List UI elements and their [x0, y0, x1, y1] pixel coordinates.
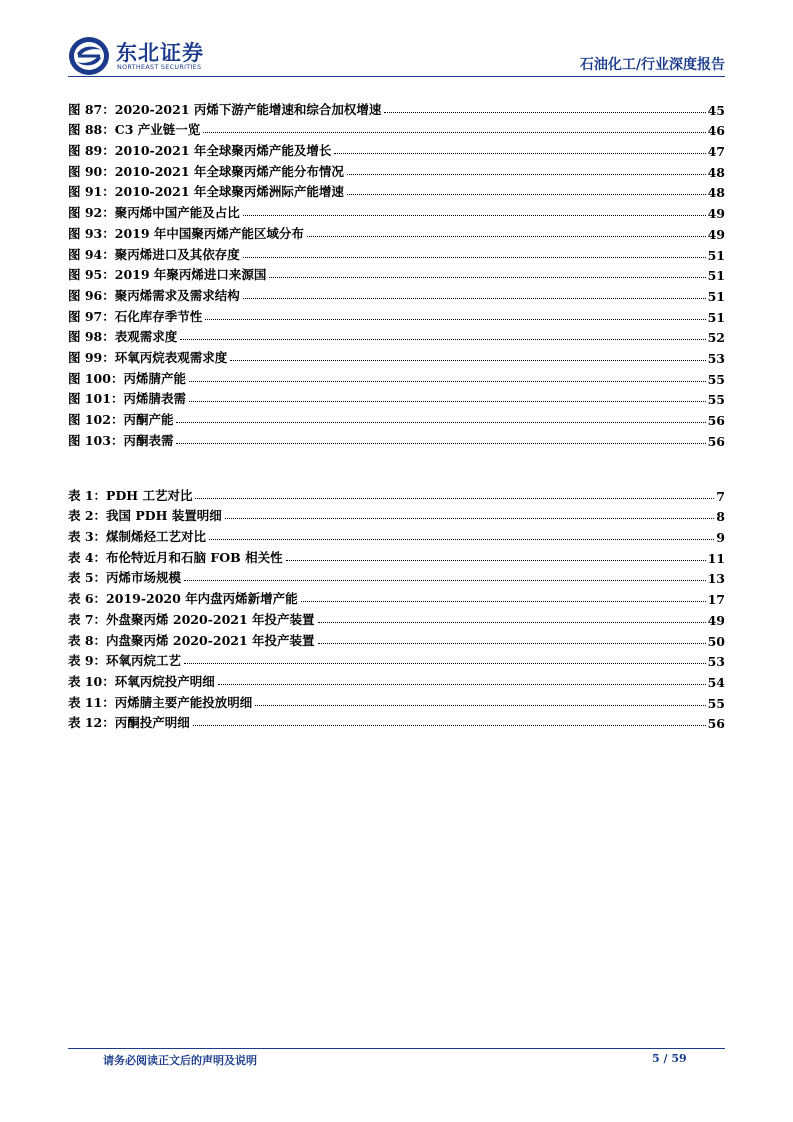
- dot-leader: [209, 539, 714, 540]
- company-logo: [68, 36, 238, 76]
- table-entry-page: 55: [707, 695, 725, 711]
- figure-entry-page: 49: [707, 206, 725, 222]
- dot-leader: [243, 257, 706, 258]
- figure-entry-label: 图 94：聚丙烯进口及其依存度: [68, 246, 240, 262]
- figure-entry-page: 52: [707, 330, 725, 346]
- table-entry[interactable]: [68, 524, 725, 545]
- dot-leader: [255, 705, 705, 706]
- logo-chinese-name: 东北证券: [116, 41, 204, 65]
- dot-leader: [218, 684, 706, 685]
- footer-disclaimer: 请务必阅读正文后的声明及说明: [103, 1054, 257, 1067]
- dot-leader: [286, 560, 706, 561]
- figure-entry[interactable]: [68, 283, 725, 304]
- table-entry-page: 50: [707, 633, 725, 649]
- figure-entry[interactable]: [68, 325, 725, 346]
- figure-entry[interactable]: [68, 200, 725, 221]
- figure-entry-label: 图 99：环氧丙烷表观需求度: [68, 349, 228, 365]
- table-entry-label: 表 12：丙酮投产明细: [68, 715, 190, 731]
- figure-entry[interactable]: [68, 407, 725, 428]
- dot-leader: [307, 236, 706, 237]
- logo-mark-icon: [68, 36, 110, 76]
- page-number: 5 / 59: [652, 1052, 687, 1065]
- dot-leader: [225, 518, 714, 519]
- figure-entry-page: 51: [707, 268, 725, 284]
- figure-entry-page: 53: [707, 350, 725, 366]
- table-entry-label: 表 10：环氧丙烷投产明细: [68, 673, 215, 689]
- figure-entry[interactable]: [68, 97, 725, 118]
- figure-entry[interactable]: [68, 263, 725, 284]
- figure-entry[interactable]: [68, 221, 725, 242]
- dot-leader: [243, 215, 706, 216]
- table-entry[interactable]: [68, 566, 725, 587]
- report-category-title: 石油化工/行业深度报告: [579, 57, 725, 73]
- figure-entry-label: 图 96：聚丙烯需求及需求结构: [68, 287, 240, 303]
- table-entry-label: 表 6：2019-2020 年内盘丙烯新增产能: [68, 591, 298, 607]
- figure-entry[interactable]: [68, 387, 725, 408]
- table-entry-page: 13: [707, 571, 725, 587]
- figure-list: [68, 97, 725, 449]
- table-entry-label: 表 2：我国 PDH 装置明细: [68, 508, 222, 524]
- table-entry-page: 54: [707, 674, 725, 690]
- footer-divider: [68, 1048, 725, 1049]
- figure-entry-label: 图 100：丙烯腈产能: [68, 370, 186, 386]
- figure-entry-page: 46: [707, 123, 725, 139]
- dot-leader: [243, 298, 706, 299]
- table-entry[interactable]: [68, 483, 725, 504]
- figure-entry[interactable]: [68, 159, 725, 180]
- table-entry[interactable]: [68, 586, 725, 607]
- dot-leader: [334, 153, 705, 154]
- dot-leader: [318, 643, 706, 644]
- figure-entry-page: 45: [707, 102, 725, 118]
- figure-entry[interactable]: [68, 345, 725, 366]
- header-divider: [68, 76, 725, 77]
- table-entry-label: 表 11：丙烯腈主要产能投放明细: [68, 694, 253, 710]
- figure-entry[interactable]: [68, 428, 725, 449]
- table-entry[interactable]: [68, 607, 725, 628]
- figure-entry[interactable]: [68, 366, 725, 387]
- table-entry-page: 8: [716, 509, 725, 525]
- figure-entry-label: 图 103：丙酮表需: [68, 432, 174, 448]
- dot-leader: [347, 194, 706, 195]
- figure-entry-page: 56: [707, 433, 725, 449]
- table-entry-label: 表 5：丙烯市场规模: [68, 570, 182, 586]
- figure-entry-page: 47: [707, 144, 725, 160]
- dot-leader: [301, 601, 706, 602]
- dot-leader: [184, 580, 706, 581]
- figure-entry-label: 图 93：2019 年中国聚丙烯产能区域分布: [68, 225, 304, 241]
- dot-leader: [189, 401, 706, 402]
- dot-leader: [269, 277, 705, 278]
- page-header: [0, 0, 793, 90]
- table-entry[interactable]: [68, 649, 725, 670]
- table-entry[interactable]: [68, 669, 725, 690]
- figure-entry-page: 51: [707, 309, 725, 325]
- table-entry-label: 表 8：内盘聚丙烯 2020-2021 年投产装置: [68, 632, 315, 648]
- table-entry[interactable]: [68, 545, 725, 566]
- dot-leader: [230, 360, 705, 361]
- table-entry[interactable]: [68, 628, 725, 649]
- figure-entry-label: 图 95：2019 年聚丙烯进口来源国: [68, 267, 267, 283]
- figure-entry-label: 图 98：表观需求度: [68, 329, 178, 345]
- table-entry-page: 9: [716, 530, 725, 546]
- table-entry-page: 56: [707, 716, 725, 732]
- figure-entry-label: 图 89：2010-2021 年全球聚丙烯产能及增长: [68, 143, 332, 159]
- dot-leader: [176, 422, 705, 423]
- table-list: [68, 483, 725, 731]
- figure-entry-page: 55: [707, 371, 725, 387]
- figure-entry[interactable]: [68, 138, 725, 159]
- table-entry-page: 17: [707, 592, 725, 608]
- figure-entry[interactable]: [68, 242, 725, 263]
- table-entry[interactable]: [68, 690, 725, 711]
- figure-entry-page: 51: [707, 247, 725, 263]
- table-entry-page: 7: [716, 488, 725, 504]
- table-entry-page: 11: [707, 550, 725, 566]
- table-entry-label: 表 4：布伦特近月和石脑 FOB 相关性: [68, 549, 283, 565]
- table-entry[interactable]: [68, 504, 725, 525]
- figure-entry-label: 图 102：丙酮产能: [68, 412, 174, 427]
- dot-leader: [184, 663, 706, 664]
- figure-entry-label: 图 90：2010-2021 年全球聚丙烯产能分布情况: [68, 163, 344, 179]
- dot-leader: [189, 381, 706, 382]
- figure-entry-page: 48: [707, 164, 725, 180]
- table-entry[interactable]: [68, 711, 725, 732]
- table-entry-label: 表 9：环氧丙烷工艺: [68, 653, 182, 669]
- figure-entry-label: 图 91：2010-2021 年全球聚丙烯洲际产能增速: [68, 184, 344, 200]
- table-entry-label: 表 7：外盘聚丙烯 2020-2021 年投产装置: [68, 611, 315, 627]
- figure-entry[interactable]: [68, 180, 725, 201]
- figure-entry-label: 图 97：石化库存季节性: [68, 308, 203, 324]
- figure-entry[interactable]: [68, 304, 725, 325]
- figure-entry-label: 图 101：丙烯腈表需: [68, 391, 186, 407]
- dot-leader: [193, 725, 706, 726]
- figure-entry-label: 图 88：C3 产业链一览: [68, 122, 201, 138]
- table-entry-label: 表 1：PDH 工艺对比: [68, 487, 193, 503]
- dot-leader: [203, 132, 705, 133]
- figure-entry-label: 图 87：2020-2021 丙烯下游产能增速和综合加权增速: [68, 101, 382, 117]
- dot-leader: [347, 174, 706, 175]
- figure-entry-page: 49: [707, 226, 725, 242]
- figure-entry-label: 图 92：聚丙烯中国产能及占比: [68, 205, 240, 221]
- table-entry-page: 53: [707, 654, 725, 670]
- figure-entry-page: 51: [707, 288, 725, 304]
- dot-leader: [180, 339, 705, 340]
- figure-entry-page: 56: [707, 413, 725, 428]
- figure-entry-page: 48: [707, 185, 725, 201]
- dot-leader: [195, 498, 714, 499]
- figure-entry[interactable]: [68, 118, 725, 139]
- dot-leader: [384, 112, 705, 113]
- dot-leader: [205, 319, 705, 320]
- logo-english-name: NORTHEAST SECURITIES: [117, 63, 202, 71]
- table-entry-page: 49: [707, 612, 725, 628]
- figure-entry-page: 55: [707, 392, 725, 408]
- dot-leader: [318, 622, 706, 623]
- table-entry-label: 表 3：煤制烯烃工艺对比: [68, 529, 207, 545]
- dot-leader: [176, 443, 705, 444]
